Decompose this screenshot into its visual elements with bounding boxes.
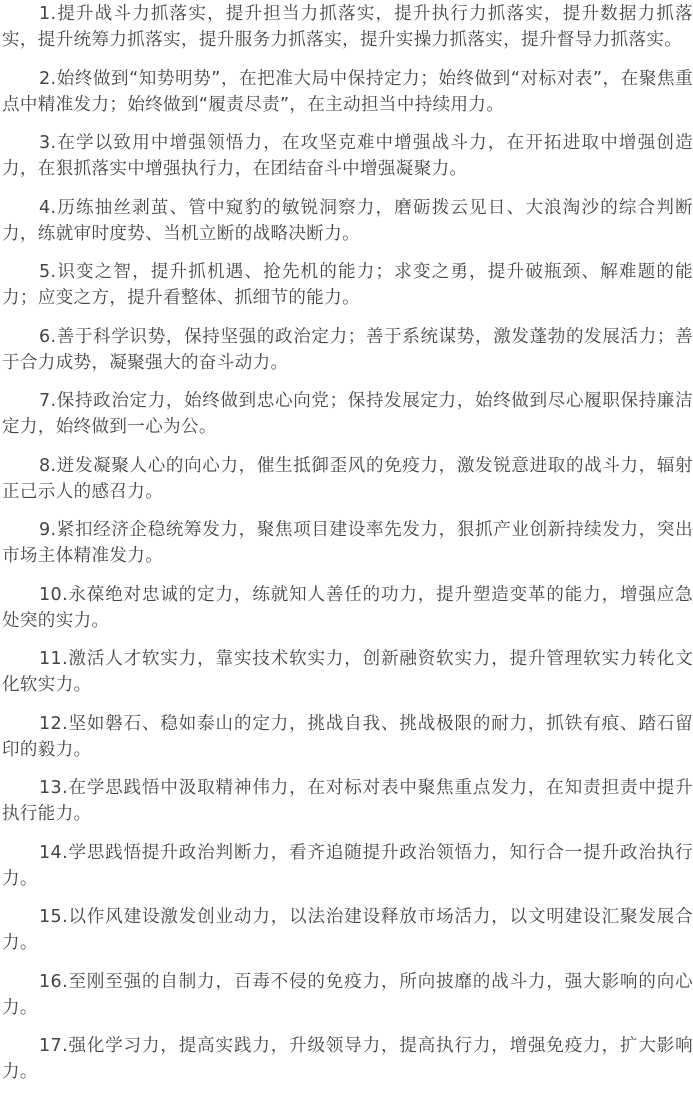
paragraph-16: 16.至刚至强的自制力，百毒不侵的免疫力，所向披靡的战斗力，强大影响的向心力。 [2, 971, 693, 1018]
paragraph-4: 4.历练抽丝剥茧、管中窥豹的敏锐洞察力，磨砺拨云见日、大浪淘沙的综合判断力，练就审时度势、当机立断的战略决断力。 [2, 197, 693, 244]
paragraph-9: 9.紧扣经济企稳统筹发力，聚焦项目建设率先发力，狠抓产业创新持续发力，突出市场主体精准发力。 [2, 520, 693, 566]
paragraph-7: 7.保持政治定力，始终做到忠心向党；保持发展定力，始终做到尽心履职保持廉洁定力，始终做到一心为公。 [2, 391, 693, 437]
paragraph-15: 15.以作风建设激发创业动力，以法治建设释放市场活力，以文明建设汇聚发展合力。 [2, 907, 693, 953]
paragraph-8: 8.迸发凝聚人心的向心力，催生抵御歪风的免疫力，激发锐意进取的战斗力，辐射正己示人的感召力。 [2, 455, 693, 502]
paragraph-3: 3.在学以致用中增强领悟力，在攻坚克难中增强战斗力，在开拓进取中增强创造力，在狠抓落实中增强执行力，在团结奋斗中增强凝聚力。 [2, 133, 693, 179]
paragraph-10: 10.永葆绝对忠诚的定力，练就知人善任的功力，提升塑造变革的能力，增强应急处突的实力。 [2, 584, 693, 631]
document-body [2, 0, 693, 1098]
paragraph-14: 14.学思践悟提升政治判断力，看齐追随提升政治领悟力，知行合一提升政治执行力。 [2, 842, 693, 889]
paragraph-11: 11.激活人才软实力，靠实技术软实力，创新融资软实力，提升管理软实力转化文化软实力。 [2, 649, 693, 695]
paragraph-5: 5.识变之智，提升抓机遇、抢先机的能力；求变之勇，提升破瓶颈、解难题的能力；应变之方，提升看整体、抓细节的能力。 [2, 262, 693, 308]
paragraph-17: 17.强化学习力，提高实践力，升级领导力，提高执行力，增强免疫力，扩大影响力。 [2, 1036, 693, 1082]
paragraph-13: 13.在学思践悟中汲取精神伟力，在对标对表中聚焦重点发力，在知责担责中提升执行能力。 [2, 778, 693, 824]
paragraph-2: 2.始终做到“知势明势”，在把准大局中保持定力；始终做到“对标对表”，在聚焦重点中精准发力；始终做到“履责尽责”，在主动担当中持续用力。 [2, 68, 693, 115]
paragraph-6: 6.善于科学识势，保持坚强的政治定力；善于系统谋势，激发蓬勃的发展活力；善于合力成势，凝聚强大的奋斗动力。 [2, 326, 693, 373]
paragraph-12: 12.坚如磐石、稳如泰山的定力，挑战自我、挑战极限的耐力，抓铁有痕、踏石留印的毅力。 [2, 713, 693, 760]
paragraph-1: 1.提升战斗力抓落实，提升担当力抓落实，提升执行力抓落实，提升数据力抓落实，提升统筹力抓落实，提升服务力抓落实，提升实操力抓落实，提升督导力抓落实。 [2, 4, 693, 50]
